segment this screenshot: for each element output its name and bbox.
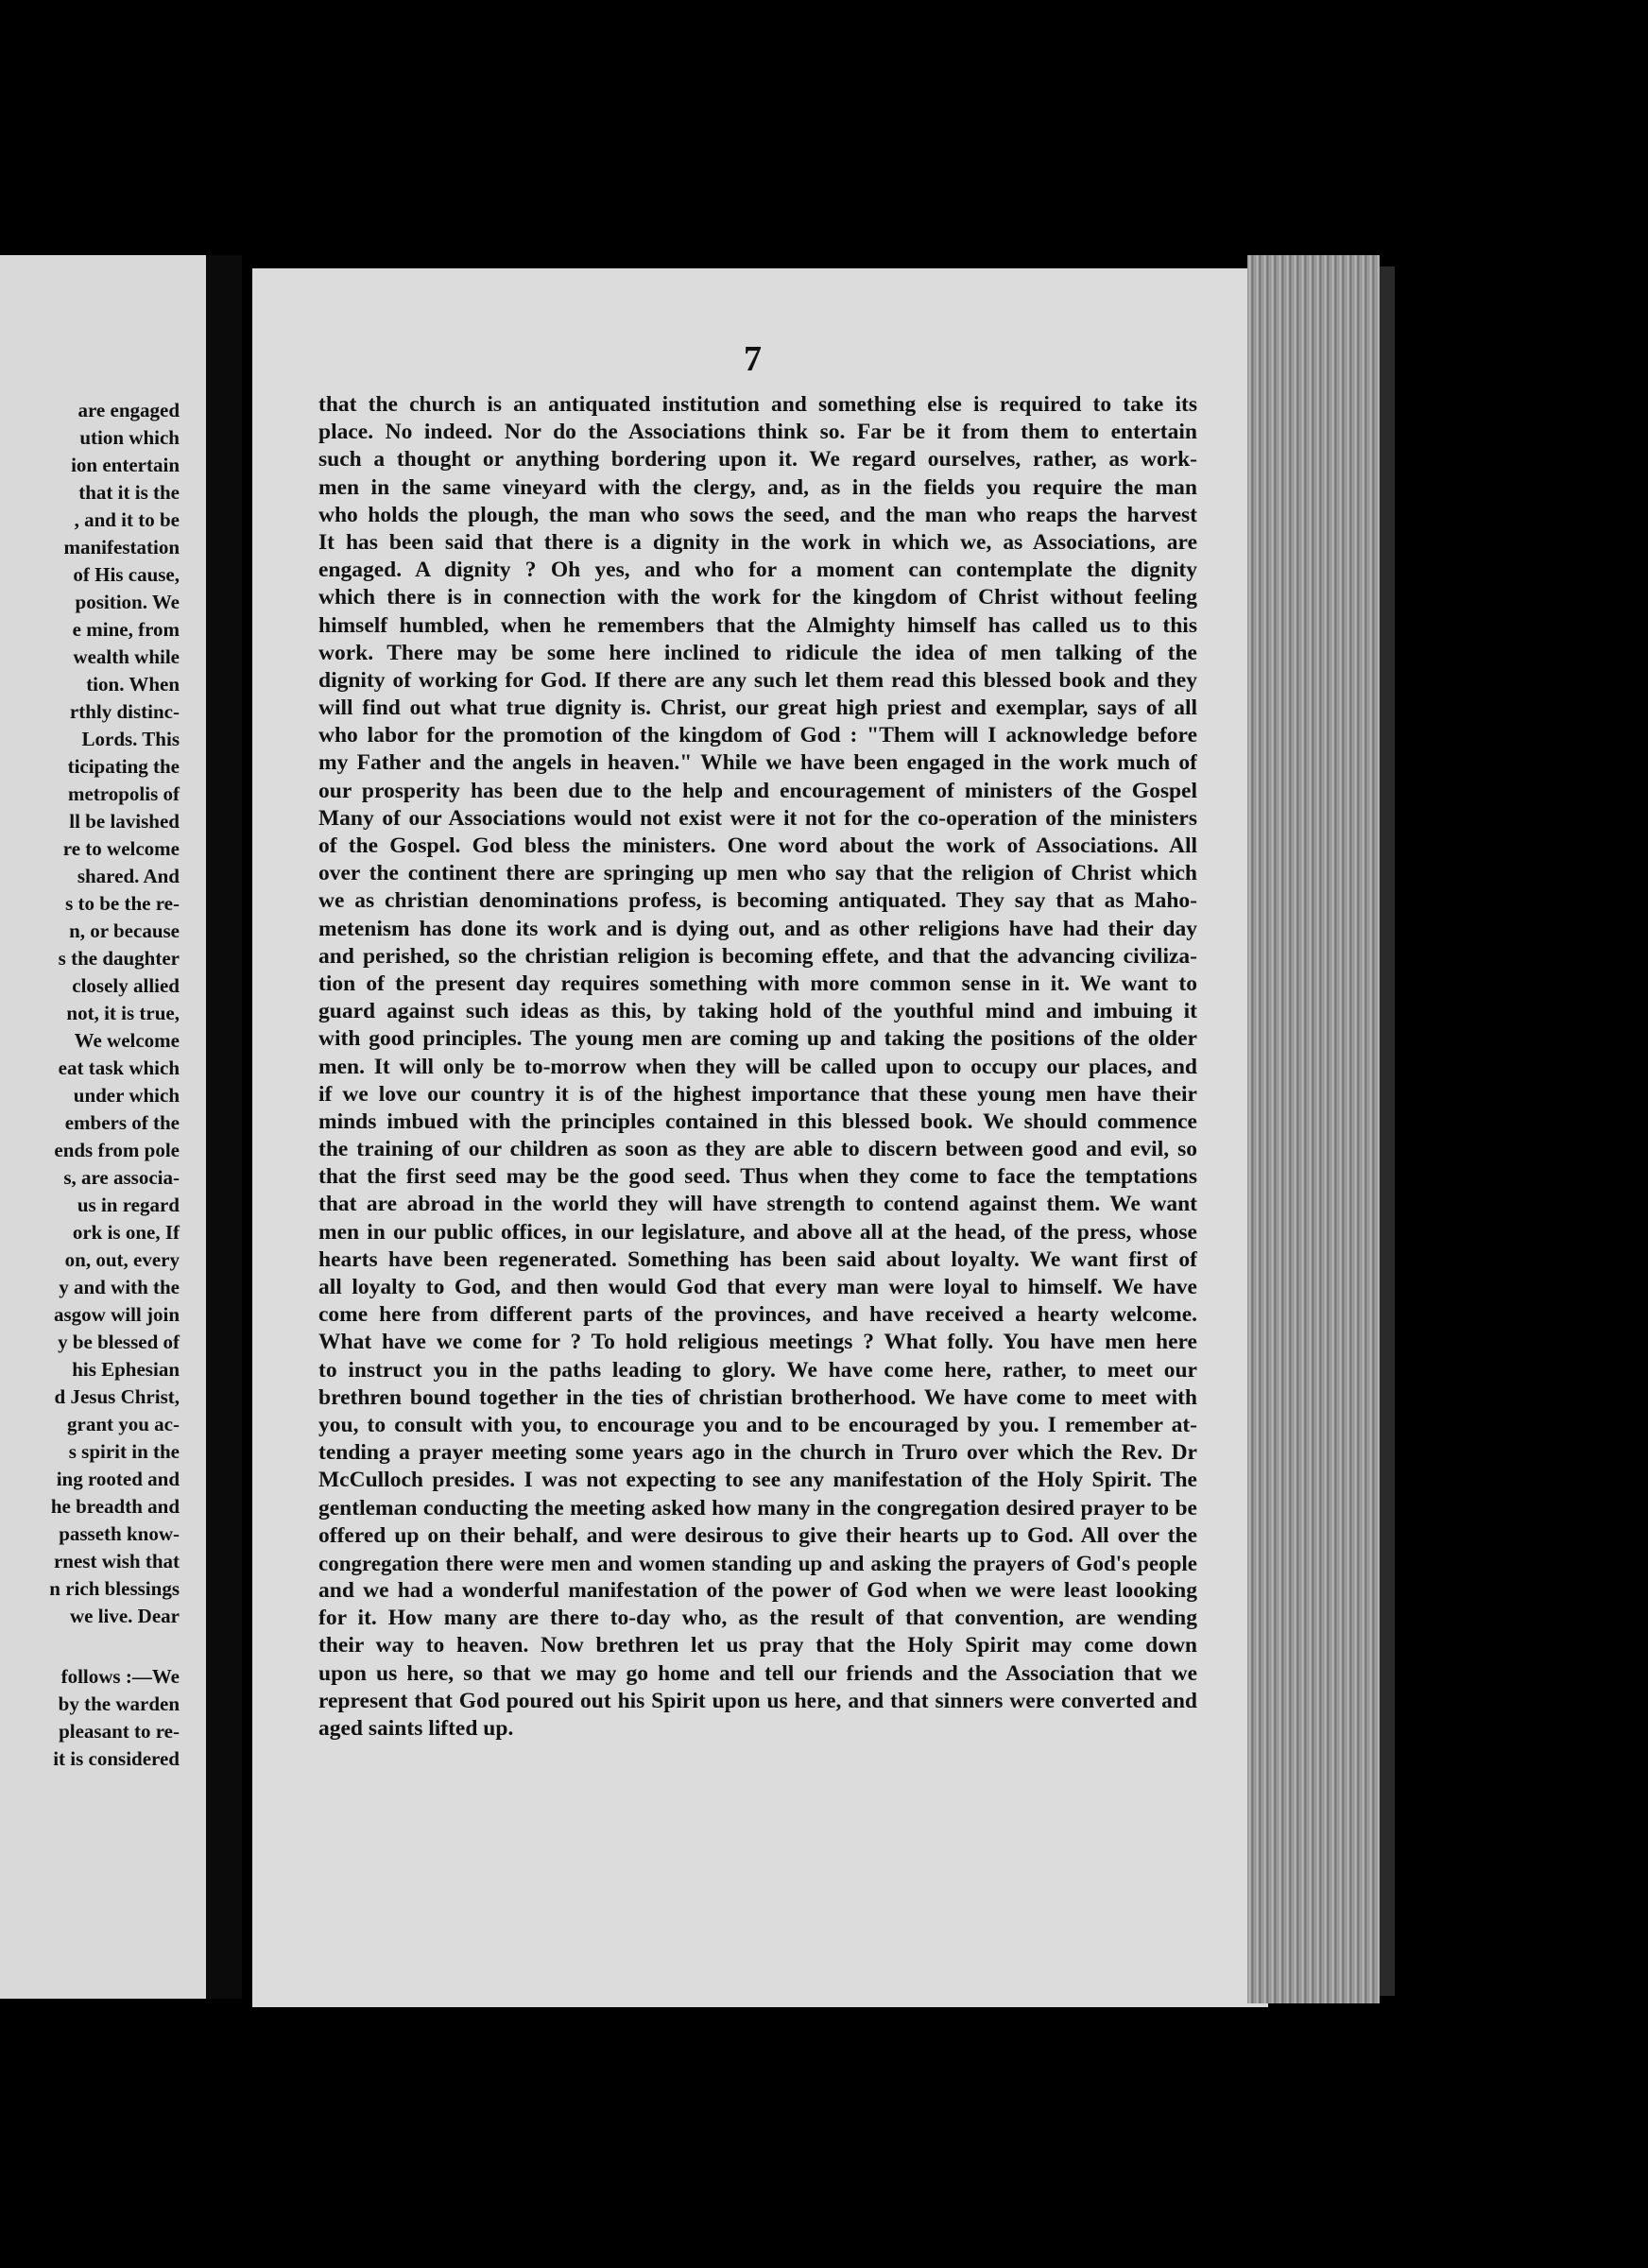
text-line: offered up on their behalf, and were desirous to give their hearts up to God. All over the [318,1522,1197,1548]
left-page-line: by the warden [58,1692,180,1715]
text-line: who holds the plough, the man who sows the seed, and the man who reaps the harvest [318,502,1197,527]
left-page-line: s the daughter [58,947,180,970]
text-line: represent that God poured out his Spirit upon us here, and that sinners were converted and [318,1688,1197,1713]
text-line: the training of our children as soon as they are able to discern between good and evil, so [318,1137,1197,1162]
left-page-line: ticipating the [67,755,180,778]
left-page-line: asgow will join [53,1303,180,1326]
text-line: of the Gospel. God bless the ministers. One word about the work of Associations. All [318,833,1197,858]
left-page-text [0,397,180,1773]
text-line: if we love our country it is of the highest importance that these young men have their [318,1081,1197,1107]
left-page-line: closely allied [72,974,180,997]
left-page-line: ends from pole [54,1139,180,1161]
left-page-line: We welcome [74,1029,180,1052]
left-page-line: pleasant to re- [59,1720,180,1743]
page-number: 7 [744,339,762,379]
text-line: and perished, so the christian religion is becoming effete, and that the advancing civiliza- [318,943,1197,969]
left-page-line: ll be lavished [69,810,180,833]
left-page-line: y and with the [59,1276,180,1298]
text-line: McCulloch presides. I was not expecting to see any manifestation of the Holy Spirit. The [318,1468,1197,1493]
book-cover-edge [1380,266,1395,1996]
text-line: come here from different parts of the provinces, and have received a hearty welcome. [318,1302,1197,1328]
text-line: engaged. A dignity ? Oh yes, and who for a moment can contemplate the dignity [318,558,1197,583]
text-line: my Father and the angels in heaven." While we have been engaged in the work much of [318,750,1197,776]
left-page-line: he breadth and [50,1495,180,1518]
left-page-line: n, or because [69,919,180,942]
left-page-line: re to welcome [62,837,180,860]
book-gutter [206,255,242,1999]
left-page-line: passeth know- [59,1522,180,1545]
left-page-line: follows :—We [60,1665,180,1688]
left-page-line: s spirit in the [68,1440,180,1463]
text-line: men. It will only be to-morrow when they will be called upon to occupy our places, and [318,1054,1197,1079]
left-page-line: e mine, from [72,618,180,641]
text-line: all loyalty to God, and then would God that every man were loyal to himself. We have [318,1275,1197,1299]
text-line: which there is in connection with the work for the kingdom of Christ without feeling [318,585,1197,610]
text-line: that are abroad in the world they will have strength to contend against them. We want [318,1192,1197,1217]
right-page [252,268,1268,2007]
text-line: himself humbled, when he remembers that the Almighty himself has called us to this [318,612,1197,638]
text-line: congregation there were men and women standing up and asking the prayers of God's people [318,1551,1197,1575]
left-page-line: not, it is true, [66,1002,180,1024]
left-page-line: eat task which [58,1057,180,1079]
left-page-line: shared. And [77,865,180,887]
left-page-line: tion. When [86,673,180,696]
left-page-line: of His cause, [73,563,180,586]
text-line: upon us here, so that we may go home and tell our friends and the Association that we [318,1660,1197,1686]
text-line: we as christian denominations profess, is becoming antiquated. They say that as Maho- [318,888,1197,914]
left-page-line: we live. Dear [69,1605,180,1627]
text-line: who labor for the promotion of the kingdom of God : "Them will I acknowledge before [318,723,1197,748]
text-line: hearts have been regenerated. Something has been said about loyalty. We want first of [318,1246,1197,1272]
text-line: and we had a wonderful manifestation of the power of God when we were least loooking [318,1578,1197,1604]
left-page-line: rnest wish that [53,1550,180,1572]
left-page-line: s to be the re- [65,892,180,915]
left-page-line: s, are associa- [63,1166,180,1189]
page-body-text [318,391,1197,1743]
text-line: will find out what true dignity is. Christ, our great high priest and exemplar, says of all [318,696,1197,721]
text-line: guard against such ideas as this, by taking hold of the youthful mind and imbuing it [318,999,1197,1024]
left-page-line: rthly distinc- [69,700,180,723]
text-line: minds imbued with the principles contained in this blessed book. We should commence [318,1108,1197,1134]
text-line: aged saints lifted up. [318,1716,514,1741]
text-line: that the church is an antiquated institution and something else is required to take its [318,392,1197,417]
text-line: Many of our Associations would not exist were it not for the co-operation of the ministers [318,805,1197,831]
left-page-line: position. We [75,591,180,613]
left-page-line: manifestation [63,536,180,558]
left-page-line: ution which [79,426,180,449]
left-page-line: ion entertain [71,454,180,476]
left-page-line: grant you ac- [67,1413,180,1435]
text-line: men in our public offices, in our legislature, and above all at the head, of the press, whose [318,1219,1197,1245]
text-line: that the first seed may be the good seed. Thus when they come to face the temptations [318,1164,1197,1190]
left-page-line: Lords. This [81,728,180,750]
left-page-line: under which [73,1084,180,1107]
left-page-line: us in regard [77,1194,180,1216]
text-line: dignity of working for God. If there are any such let them read this blessed book and they [318,667,1197,693]
left-page-line: his Ephesian [72,1358,180,1381]
left-page-line: that it is the [78,481,180,504]
left-page-line: metropolis of [67,782,180,805]
text-line: brethren bound together in the ties of christian brotherhood. We have come to meet with [318,1384,1197,1410]
left-page-line: it is considered [53,1747,180,1770]
text-line: men in the same vineyard with the clergy, and, as in the fields you require the man [318,474,1197,500]
text-line: such a thought or anything bordering upon it. We regard ourselves, rather, as work- [318,447,1197,472]
text-line: with good principles. The young men are coming up and taking the positions of the older [318,1026,1197,1052]
left-page-line: ork is one, If [72,1221,180,1244]
text-line: tending a prayer meeting some years ago in the church in Truro over which the Rev. Dr [318,1440,1197,1466]
text-line: you, to consult with you, to encourage you and to be encouraged by you. I remember at- [318,1412,1197,1437]
left-page-line: , and it to be [74,508,180,531]
left-page-line: ing rooted and [56,1468,180,1490]
text-line: for it. How many are there to-day who, as the result of that convention, are wending [318,1606,1197,1631]
left-page-line: wealth while [73,645,180,668]
left-page-line: d Jesus Christ, [54,1385,180,1408]
text-line: tion of the present day requires something with more common sense in it. We want to [318,971,1197,996]
text-line: work. There may be some here inclined to ridicule the idea of men talking of the [318,640,1197,665]
text-line: gentleman conducting the meeting asked how many in the congregation desired prayer to be [318,1495,1197,1521]
left-page-line: n rich blessings [49,1577,180,1600]
left-page-line: y be blessed of [58,1331,180,1353]
text-line: What have we come for ? To hold religious meetings ? What folly. You have men here [318,1330,1197,1355]
left-page [0,255,206,1999]
text-line: their way to heaven. Now brethren let us pray that the Holy Spirit may come down [318,1633,1197,1658]
text-line: place. No indeed. Nor do the Associations think so. Far be it from them to entertain [318,420,1197,445]
text-line: It has been said that there is a dignity in the work in which we, as Associations, are [318,529,1197,555]
text-line: over the continent there are springing up men who say that the religion of Christ which [318,861,1197,886]
text-line: metenism has done its work and is dying out, and as other religions have had their day [318,916,1197,941]
text-line: to instruct you in the paths leading to glory. We have come here, rather, to meet our [318,1357,1197,1383]
left-page-line: on, out, every [64,1248,180,1271]
text-line: our prosperity has been due to the help and encouragement of ministers of the Gospel [318,778,1197,803]
page-edges [1247,255,1380,2003]
left-page-line: are engaged [77,399,180,421]
left-page-line: embers of the [64,1111,180,1134]
